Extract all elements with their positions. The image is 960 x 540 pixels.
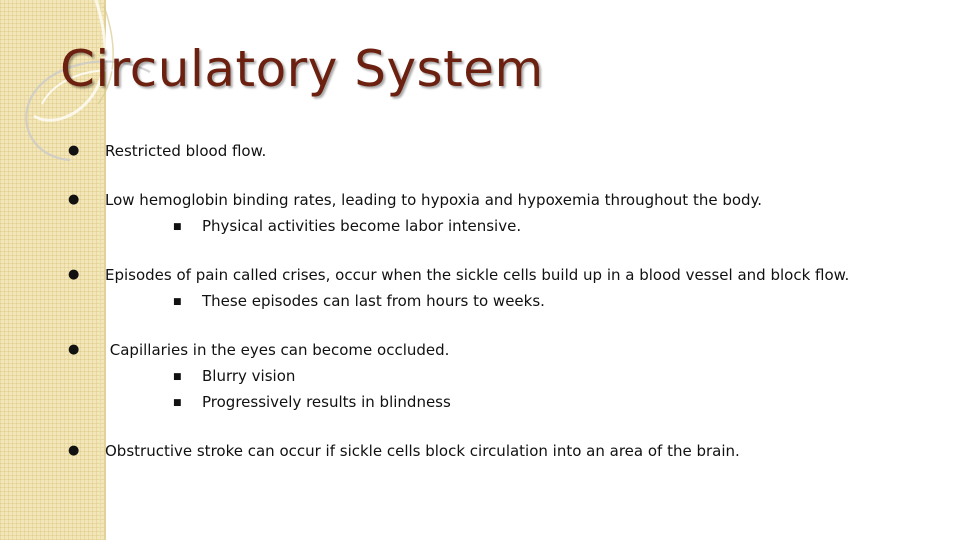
sub-bullet-text: Progressively results in blindness bbox=[202, 393, 451, 411]
bullet-item bbox=[68, 340, 948, 366]
bullet-square-icon: ■ bbox=[173, 297, 182, 307]
bullet-dot-icon: ● bbox=[68, 192, 80, 207]
bullet-square-icon: ■ bbox=[173, 372, 182, 382]
sub-bullet-text: Blurry vision bbox=[202, 367, 296, 385]
bullet-text: Restricted blood flow. bbox=[105, 142, 267, 160]
bullet-square-icon: ■ bbox=[173, 222, 182, 232]
bullet-dot-icon: ● bbox=[68, 143, 80, 158]
bullet-item bbox=[68, 265, 948, 291]
sub-bullet-item bbox=[68, 216, 948, 242]
bullet-text: Capillaries in the eyes can become occluded. bbox=[105, 341, 450, 359]
bullet-item bbox=[68, 190, 948, 216]
bullet-text: Low hemoglobin binding rates, leading to hypoxia and hypoxemia throughout the body. bbox=[105, 191, 763, 209]
bullet-text: Episodes of pain called crises, occur when the sickle cells build up in a blood vessel and block flow. bbox=[105, 266, 850, 284]
sub-bullet-item bbox=[68, 291, 948, 317]
bullet-item bbox=[68, 441, 948, 467]
bullet-item bbox=[68, 141, 948, 167]
bullet-dot-icon: ● bbox=[68, 443, 80, 458]
sub-bullet-item bbox=[68, 392, 948, 418]
bullet-dot-icon: ● bbox=[68, 342, 80, 357]
sub-bullet-text: Physical activities become labor intensive. bbox=[202, 217, 522, 235]
sub-bullet-item bbox=[68, 366, 948, 392]
bullet-list bbox=[68, 141, 948, 467]
bullet-text: Obstructive stroke can occur if sickle cells block circulation into an area of the brain. bbox=[105, 442, 740, 460]
bullet-dot-icon: ● bbox=[68, 267, 80, 282]
slide-title: Circulatory System bbox=[60, 40, 544, 98]
sub-bullet-text: These episodes can last from hours to weeks. bbox=[202, 292, 545, 310]
bullet-square-icon: ■ bbox=[173, 398, 182, 408]
